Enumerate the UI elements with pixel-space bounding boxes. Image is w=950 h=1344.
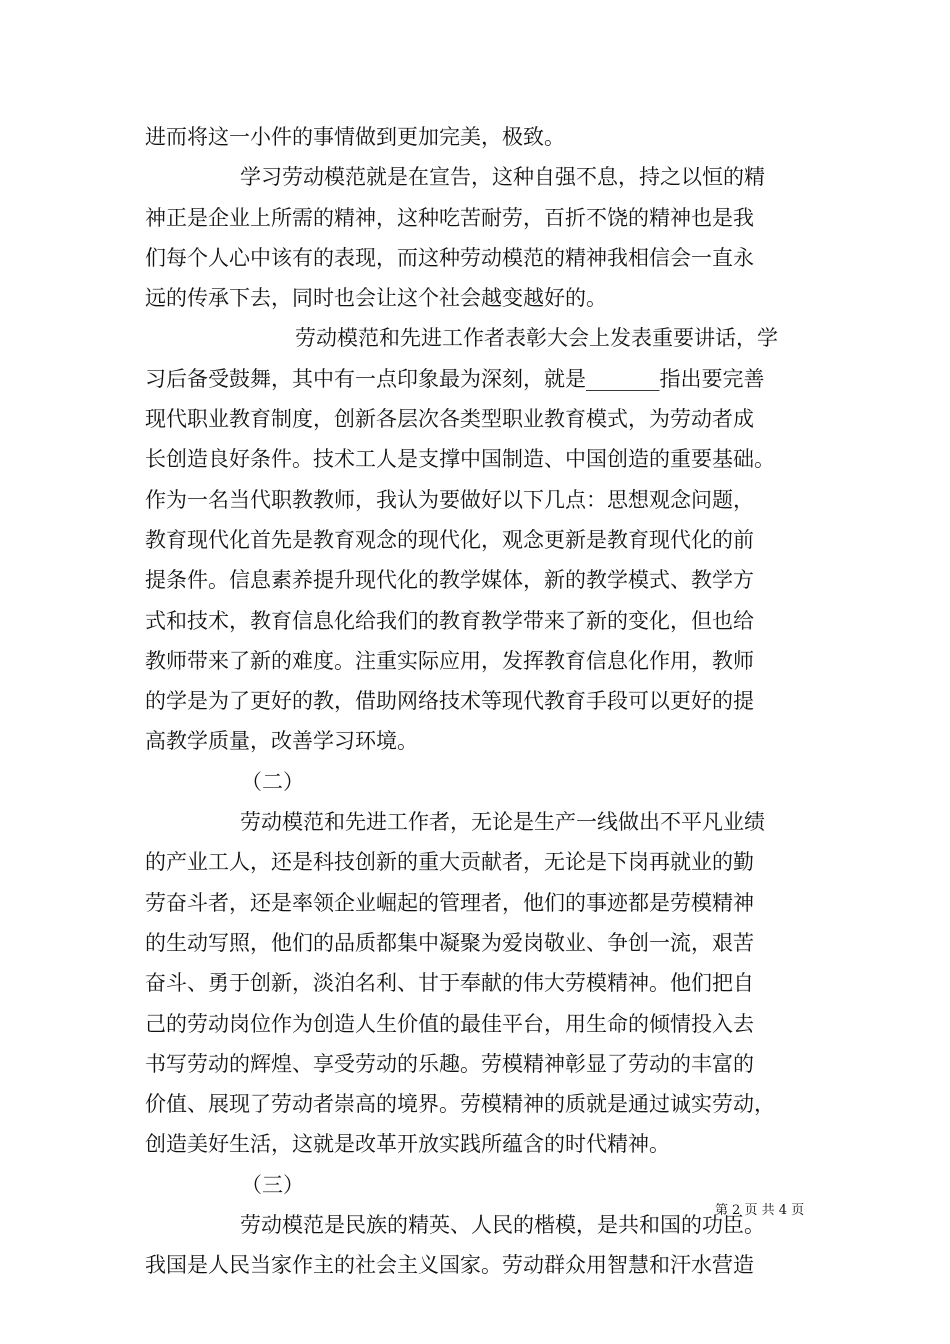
text-line: 劳奋斗者，还是率领企业崛起的管理者，他们的事迹都是劳模精神	[145, 890, 754, 915]
text-line: 学习劳动模范就是在宣告，这种自强不息，持之以恒的精	[240, 165, 765, 190]
text-line: 己的劳动岗位作为创造人生价值的最佳平台，用生命的倾情投入去	[145, 1011, 754, 1036]
section-heading: （三）	[241, 1172, 304, 1197]
text-line: 现代职业教育制度，创新各层次各类型职业教育模式，为劳动者成	[145, 407, 754, 432]
text-line: 习后备受鼓舞，其中有一点印象最为深刻，就是_______指出要完善	[145, 366, 765, 391]
text-line: 的学是为了更好的教，借助网络技术等现代教育手段可以更好的提	[145, 689, 754, 714]
text-line: 书写劳动的辉煌、享受劳动的乐趣。劳模精神彰显了劳动的丰富的	[145, 1051, 754, 1076]
page-number: 第 2 页 共 4 页	[715, 1203, 805, 1218]
text-line: 高教学质量，改善学习环境。	[145, 729, 418, 754]
text-line: 创造美好生活，这就是改革开放实践所蕴含的时代精神。	[145, 1132, 670, 1157]
text-line: 长创造良好条件。技术工人是支撑中国制造、中国创造的重要基础。	[145, 447, 775, 472]
text-line: 作为一名当代职教教师，我认为要做好以下几点：思想观念问题，	[145, 487, 754, 512]
text-line: 进而将这一小件的事情做到更加完美，极致。	[145, 125, 565, 149]
text-line: 们每个人心中该有的表现，而这种劳动模范的精神我相信会一直永	[145, 245, 754, 270]
text-line: 劳动模范是民族的精英、人民的楷模，是共和国的功臣。	[240, 1213, 765, 1238]
text-line: 提条件。信息素养提升现代化的教学媒体，新的教学模式、教学方	[145, 568, 754, 593]
text-line: 教育现代化首先是教育观念的现代化，观念更新是教育现代化的前	[145, 527, 754, 552]
document-body	[145, 117, 815, 1286]
text-line: 教师带来了新的难度。注重实际应用，发挥教育信息化作用，教师	[145, 648, 754, 673]
text-line: 我国是人民当家作主的社会主义国家。劳动群众用智慧和汗水营造	[145, 1253, 754, 1278]
text-line: 的产业工人，还是科技创新的重大贡献者，无论是下岗再就业的勤	[145, 850, 754, 875]
section-heading: （二）	[241, 769, 304, 794]
text-line: 神正是企业上所需的精神，这种吃苦耐劳，百折不饶的精神也是我	[145, 205, 754, 230]
text-line: 奋斗、勇于创新，淡泊名利、甘于奉献的伟大劳模精神。他们把自	[145, 971, 754, 996]
text-line: 价值、展现了劳动者崇高的境界。劳模精神的质就是通过诚实劳动，	[145, 1092, 775, 1117]
text-line: 远的传承下去，同时也会让这个社会越变越好的。	[145, 286, 607, 311]
text-line: 劳动模范和先进工作者表彰大会上发表重要讲话，学	[295, 326, 778, 351]
text-line: 式和技术，教育信息化给我们的教育教学带来了新的变化，但也给	[145, 608, 754, 633]
text-line: 劳动模范和先进工作者，无论是生产一线做出不平凡业绩	[240, 810, 765, 835]
text-line: 的生动写照，他们的品质都集中凝聚为爱岗敬业、争创一流，艰苦	[145, 930, 754, 955]
